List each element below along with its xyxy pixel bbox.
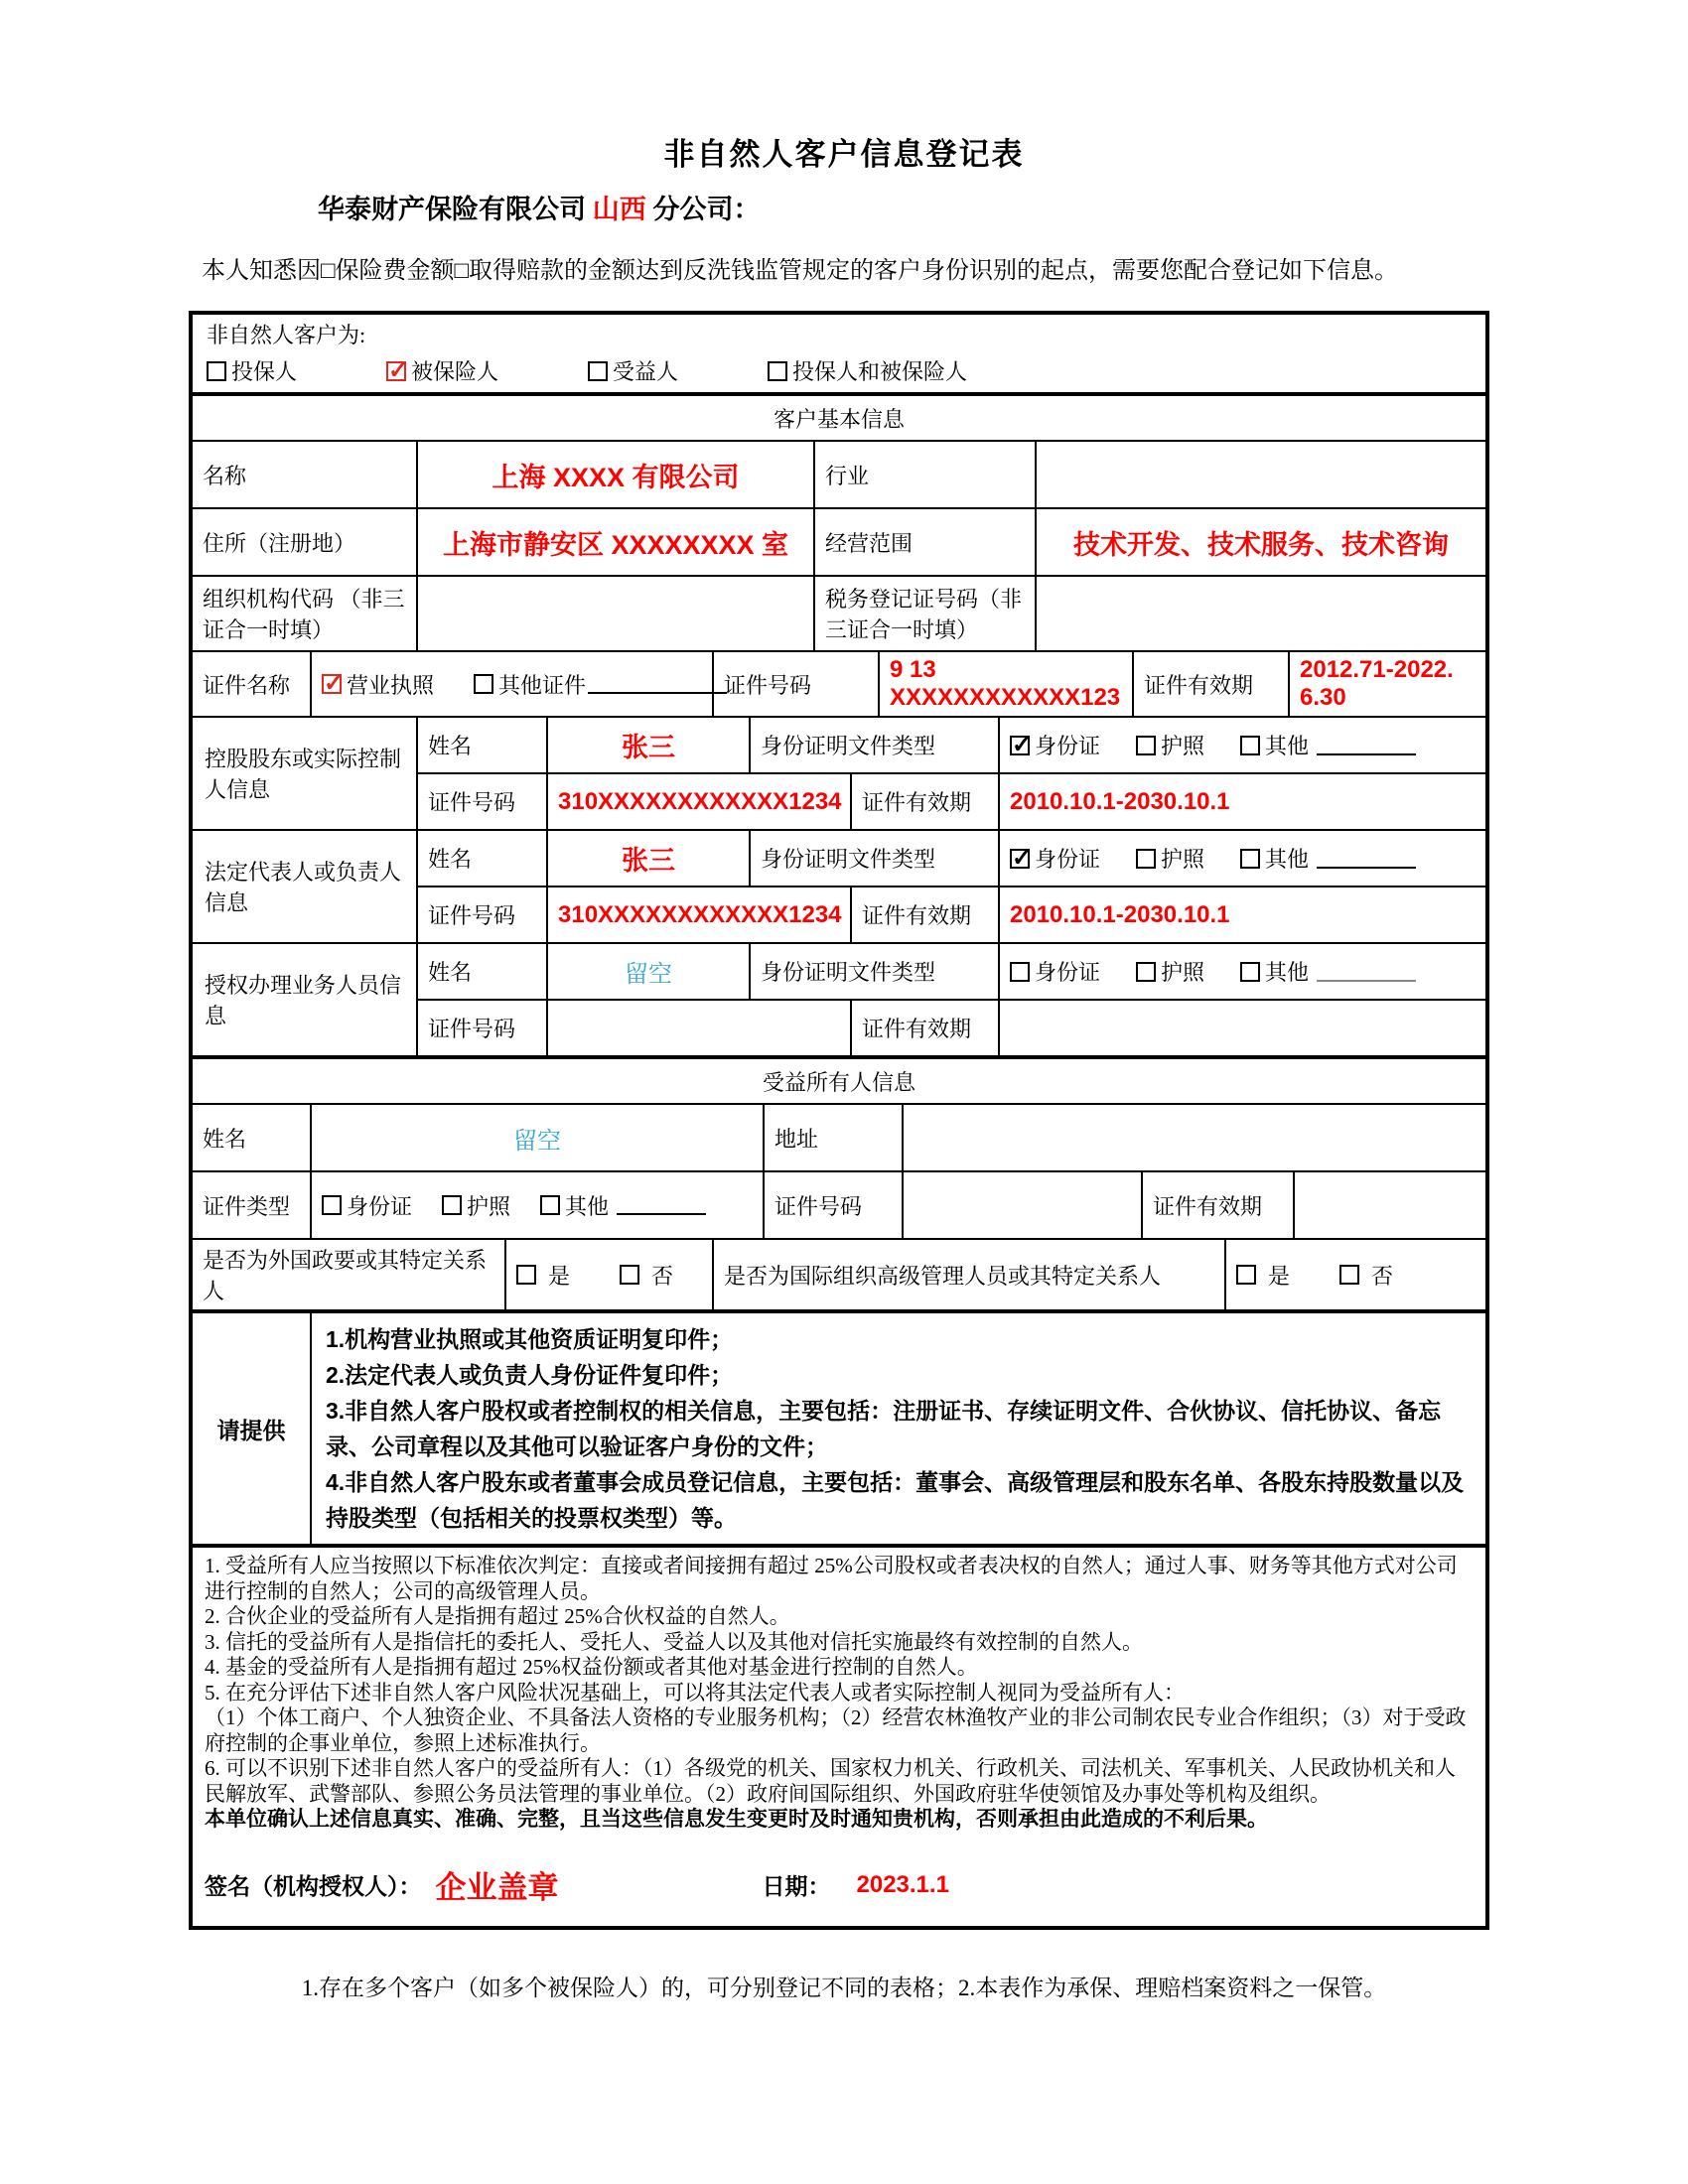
person-no-label: 证件号码 — [418, 774, 548, 829]
beneficial-owner-section — [193, 1059, 1485, 1313]
bo-valid-label: 证件有效期 — [1143, 1172, 1295, 1238]
option-other[interactable] — [540, 1190, 706, 1221]
note-line: 1. 受益所有人应当按照以下标准依次判定：直接或者间接拥有超过 25%公司股权或者表决权的自然人；通过人事、财务等其他方式对公司进行控制的自然人；公司的高级管理人员。 — [205, 1554, 1458, 1603]
person-section-label: 控股股东或实际控制人信息 — [193, 718, 418, 829]
checkbox-label: 护照 — [1161, 847, 1205, 872]
option-no[interactable] — [620, 1260, 673, 1291]
bo-name-value-field[interactable]: 留空 — [312, 1105, 765, 1170]
checkbox-icon[interactable] — [322, 674, 342, 694]
option-id-card[interactable] — [1010, 956, 1100, 987]
doc-type-options — [1000, 944, 1485, 999]
option-passport[interactable] — [442, 1190, 510, 1221]
tax-no-label: 税务登记证号码（非三证合一时填） — [815, 577, 1037, 650]
note-line: 2. 合伙企业的受益所有人是指拥有超过 25%合伙权益的自然人。 — [205, 1604, 790, 1628]
checkbox-label: 护照 — [1161, 734, 1205, 758]
checkbox-label: 身份证 — [1035, 847, 1101, 872]
cert-no-value-field[interactable]: 9 13 XXXXXXXXXXXX123 — [880, 652, 1134, 716]
checkbox-icon[interactable] — [322, 1195, 342, 1215]
cert-valid-value-field[interactable]: 2012.71-2022. 6.30 — [1300, 656, 1454, 711]
provide-item: 3.非自然人客户股权或者控制权的相关信息，主要包括：注册证书、存续证明文件、合伙协议、信托协议、备忘录、公司章程以及其他可以验证客户身份的文件； — [326, 1398, 1442, 1459]
provide-items — [312, 1313, 1485, 1544]
checkbox-label: 身份证 — [1035, 734, 1101, 758]
intl-answer-options — [1226, 1240, 1485, 1309]
checkbox-label: 营业执照 — [347, 672, 435, 698]
confirmation-statement: 本单位确认上述信息真实、准确、完整，且当这些信息发生变更时及时通知贵机构，否则承担由此造成的不利后果。 — [205, 1807, 1268, 1831]
person-valid-label: 证件有效期 — [852, 774, 1000, 829]
option-insured[interactable] — [386, 355, 498, 386]
notes-text — [205, 1554, 1474, 1833]
bo-name-address-row — [193, 1105, 1485, 1172]
doc-type-label: 身份证明文件类型 — [751, 831, 1000, 886]
company-suffix: 分公司： — [645, 195, 761, 224]
option-business-license[interactable] — [322, 669, 434, 700]
pep-answer-options — [506, 1240, 714, 1309]
checkbox-label: 是 — [548, 1263, 571, 1289]
basic-info-header-row — [193, 396, 1485, 442]
checkbox-label: 其他 — [1265, 847, 1310, 872]
person-name-row — [418, 944, 1485, 1001]
person-name-value-field[interactable]: 留空 — [548, 944, 751, 999]
bo-cert-no-label: 证件号码 — [765, 1172, 904, 1238]
checkbox-label: 护照 — [1161, 960, 1205, 985]
option-yes[interactable] — [516, 1260, 570, 1291]
name-industry-row — [193, 442, 1485, 509]
checkbox-icon[interactable] — [1010, 849, 1030, 869]
notes-section — [193, 1548, 1485, 1926]
checkbox-icon[interactable] — [588, 361, 608, 381]
person-name-row — [418, 831, 1485, 887]
doc-type-label: 身份证明文件类型 — [751, 944, 1000, 999]
bo-address-label: 地址 — [765, 1105, 904, 1170]
bo-address-value-field[interactable] — [904, 1105, 1485, 1170]
checkbox-icon[interactable] — [1136, 849, 1156, 869]
checkbox-icon[interactable] — [1236, 1265, 1256, 1285]
checkbox-icon[interactable] — [474, 674, 493, 694]
checkbox-icon[interactable] — [1010, 736, 1030, 755]
registration-form-table — [189, 311, 1489, 1930]
checkbox-label: 受益人 — [613, 359, 679, 384]
blank-underline[interactable] — [617, 1195, 706, 1215]
blank-underline[interactable] — [588, 674, 727, 694]
person-section-label: 法定代表人或负责人信息 — [193, 831, 418, 942]
option-no[interactable] — [1339, 1260, 1393, 1291]
checkbox-icon[interactable] — [516, 1265, 536, 1285]
address-label: 住所（注册地） — [193, 509, 418, 575]
person-no-value-field[interactable]: 310XXXXXXXXXXXX1234 — [548, 887, 852, 942]
bo-cert-type-label: 证件类型 — [193, 1172, 312, 1238]
orgcode-taxno-row — [193, 577, 1485, 652]
person-no-label: 证件号码 — [418, 1001, 548, 1055]
person-valid-label: 证件有效期 — [852, 1001, 1000, 1055]
checkbox-label: 身份证 — [1035, 960, 1101, 985]
checkbox-icon[interactable] — [1339, 1265, 1359, 1285]
tax-no-value-field[interactable] — [1037, 577, 1485, 650]
person-name-label: 姓名 — [418, 718, 548, 772]
checkbox-icon[interactable] — [1010, 962, 1030, 982]
checkbox-label: 被保险人 — [411, 359, 499, 384]
doc-type-label: 身份证明文件类型 — [751, 718, 1000, 772]
beneficial-owner-title: 受益所有人信息 — [762, 1069, 915, 1095]
checkbox-icon[interactable] — [442, 1195, 462, 1215]
option-passport[interactable] — [1136, 956, 1204, 987]
doc-type-options — [1000, 718, 1485, 772]
provide-label: 请提供 — [193, 1313, 312, 1544]
company-line — [318, 188, 1688, 226]
checkbox-label: 否 — [651, 1263, 674, 1289]
checkbox-label: 投保人 — [231, 359, 298, 384]
checkbox-icon[interactable] — [1136, 736, 1156, 755]
org-code-label: 组织机构代码 （非三证合一时填） — [193, 577, 418, 650]
signature-row — [205, 1858, 1474, 1912]
provide-item: 2.法定代表人或负责人身份证件复印件； — [326, 1362, 734, 1388]
option-policyholder[interactable] — [207, 355, 297, 386]
basic-info-section — [193, 396, 1485, 1059]
bo-name-label: 姓名 — [193, 1105, 312, 1170]
checkbox-label: 投保人和被保险人 — [792, 359, 968, 384]
customer-type-options — [207, 355, 1472, 386]
checkbox-label: 否 — [1371, 1263, 1394, 1289]
checkbox-icon[interactable] — [1136, 962, 1156, 982]
intro-text: 本人知悉因□保险费金额□取得赔款的金额达到反洗钱监管规定的客户身份识别的起点，需要您配合登记如下信息。 — [202, 258, 1398, 284]
option-other[interactable] — [1240, 956, 1416, 987]
checkbox-label: 其他证件 — [498, 672, 587, 698]
note-line: 5. 在充分评估下述非自然人客户风险状况基础上，可以将其法定代表人或者实际控制人视同为受益所有人： — [205, 1680, 1185, 1705]
checkbox-icon[interactable] — [1240, 962, 1260, 982]
provide-item: 1.机构营业执照或其他资质证明复印件； — [326, 1326, 734, 1352]
checkbox-icon[interactable] — [620, 1265, 639, 1285]
person-no-value-field[interactable]: 310XXXXXXXXXXXX1234 — [548, 774, 852, 829]
legal-representative-section — [193, 831, 1485, 944]
address-value-field[interactable]: 上海市静安区 XXXXXXXX 室 — [418, 509, 815, 575]
person-name-value-field[interactable]: 张三 — [548, 831, 751, 886]
person-name-value-field[interactable]: 张三 — [548, 718, 751, 772]
checkbox-icon[interactable] — [768, 361, 787, 381]
person-valid-value-field[interactable] — [1000, 1001, 1485, 1055]
controlling-shareholder-section — [193, 718, 1485, 831]
option-other-certificate[interactable] — [474, 669, 727, 700]
scope-label: 经营范围 — [815, 509, 1037, 575]
person-name-row — [418, 718, 1485, 774]
documents-to-provide-section — [193, 1313, 1485, 1548]
checkbox-label: 身份证 — [347, 1193, 413, 1219]
branch-name: 山西 — [592, 195, 646, 224]
customer-type-label: 非自然人客户为: — [207, 323, 366, 347]
page-title: 非自然人客户信息登记表 — [663, 137, 1025, 172]
bo-cert-no-value-field[interactable] — [904, 1172, 1143, 1238]
signature-label: 签名（机构授权人）： — [205, 1874, 422, 1899]
person-name-label: 姓名 — [418, 944, 548, 999]
authorized-agent-section — [193, 944, 1485, 1055]
cert-valid-label: 证件有效期 — [1134, 652, 1290, 716]
blank-underline[interactable] — [1317, 849, 1416, 869]
scope-value-field[interactable]: 技术开发、技术服务、技术咨询 — [1073, 529, 1449, 560]
checkbox-label: 护照 — [467, 1193, 511, 1219]
intl-question-label: 是否为国际组织高级管理人员或其特定关系人 — [714, 1240, 1226, 1309]
option-other[interactable] — [1240, 730, 1416, 760]
company-name: 华泰财产保险有限公司 — [318, 195, 593, 224]
blank-underline[interactable] — [1317, 962, 1416, 982]
option-passport[interactable] — [1136, 843, 1204, 874]
blank-underline[interactable] — [1317, 736, 1416, 755]
option-other[interactable] — [1240, 843, 1416, 874]
person-section-label: 授权办理业务人员信息 — [193, 944, 418, 1055]
bo-cert-type-options — [312, 1172, 765, 1238]
basic-info-title: 客户基本信息 — [773, 406, 905, 432]
date-value-field[interactable]: 2023.1.1 — [856, 1870, 949, 1898]
cert-name-options — [312, 652, 714, 716]
person-no-value-field[interactable] — [548, 1001, 852, 1055]
person-valid-value-field[interactable]: 2010.10.1-2030.10.1 — [1010, 900, 1230, 928]
checkbox-icon[interactable] — [1240, 736, 1260, 755]
industry-value-field[interactable] — [1037, 442, 1485, 507]
option-id-card[interactable] — [322, 1190, 412, 1221]
pep-row — [193, 1240, 1485, 1309]
industry-label: 行业 — [815, 442, 1037, 507]
note-line: 6. 可以不识别下述非自然人客户的受益所有人：（1）各级党的机关、国家权力机关、行政机关、司法机关、军事机关、人民政协机关和人民解放军、武警部队、参照公务员法管理的事业单位。（2）政府间国际组织、外国政府驻华使领馆及办事处等机构及组织。 — [205, 1756, 1456, 1806]
option-passport[interactable] — [1136, 730, 1204, 760]
checkbox-icon[interactable] — [386, 361, 406, 381]
name-value-field[interactable]: 上海 XXXX 有限公司 — [418, 442, 815, 507]
bo-cert-row — [193, 1172, 1485, 1240]
person-no-label: 证件号码 — [418, 887, 548, 942]
checkbox-icon[interactable] — [207, 361, 226, 381]
option-yes[interactable] — [1236, 1260, 1290, 1291]
note-line: 3. 信托的受益所有人是指信托的委托人、受托人、受益人以及其他对信托实施最终有效控制的自然人。 — [205, 1629, 1143, 1654]
person-name-label: 姓名 — [418, 831, 548, 886]
checkbox-label: 其他 — [1265, 734, 1310, 758]
option-id-card[interactable] — [1010, 730, 1100, 760]
note-line: 4. 基金的受益所有人是指拥有超过 25%权益份额或者其他对基金进行控制的自然人。 — [205, 1655, 978, 1679]
checkbox-icon[interactable] — [1240, 849, 1260, 869]
option-policyholder-and-insured[interactable] — [768, 355, 967, 386]
org-code-value-field[interactable] — [418, 577, 815, 650]
signature-value-field[interactable]: 企业盖章 — [435, 1870, 559, 1905]
cert-name-label: 证件名称 — [193, 652, 312, 716]
checkbox-label: 其他 — [1265, 960, 1310, 985]
date-label: 日期： — [762, 1874, 831, 1899]
person-valid-label: 证件有效期 — [852, 887, 1000, 942]
name-label: 名称 — [193, 442, 418, 507]
checkbox-icon[interactable] — [540, 1195, 560, 1215]
footer-note: 1.存在多个客户（如多个被保险人）的，可分别登记不同的表格；2.本表作为承保、理赔档案资料之一保管。 — [301, 1975, 1387, 2000]
address-scope-row — [193, 509, 1485, 577]
person-certno-row — [418, 887, 1485, 942]
checkbox-label: 是 — [1268, 1263, 1291, 1289]
option-beneficiary[interactable] — [588, 355, 678, 386]
customer-type-section — [193, 315, 1485, 396]
pep-question-label: 是否为外国政要或其特定关系人 — [193, 1240, 506, 1309]
checkbox-label: 其他 — [565, 1193, 610, 1219]
note-line: （1）个体工商户、个人独资企业、不具备法人资格的专业服务机构；（2）经营农林渔牧产业的非公司制农民专业合作组织；（3）对于受政府控制的企事业单位，参照上述标准执行。 — [205, 1706, 1467, 1755]
beneficial-owner-header-row — [193, 1059, 1485, 1105]
option-id-card[interactable] — [1010, 843, 1100, 874]
provide-item: 4.非自然人客户股东或者董事会成员登记信息，主要包括：董事会、高级管理层和股东名单、各股东持股数量以及持股类型（包括相关的投票权类型）等。 — [326, 1469, 1465, 1531]
bo-valid-value-field[interactable] — [1295, 1172, 1485, 1238]
cert-no-label: 证件号码 — [714, 652, 880, 716]
person-certno-row — [418, 1001, 1485, 1055]
certificate-row — [193, 652, 1485, 718]
person-valid-value-field[interactable]: 2010.10.1-2030.10.1 — [1010, 787, 1230, 815]
doc-type-options — [1000, 831, 1485, 886]
person-certno-row — [418, 774, 1485, 829]
